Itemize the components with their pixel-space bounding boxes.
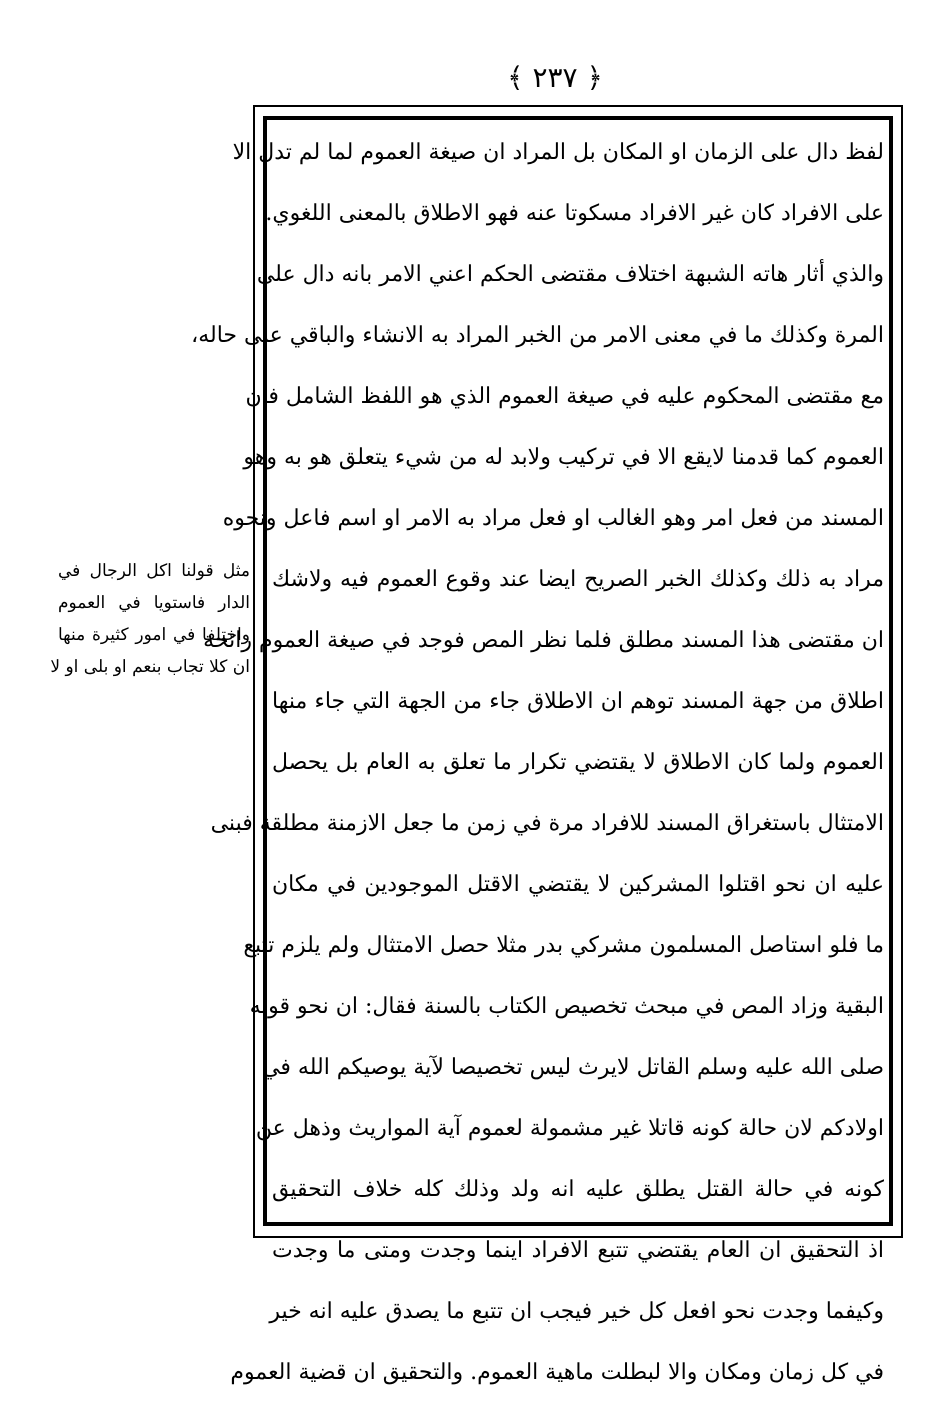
text-line: المسند من فعل امر وهو الغالب او فعل مراد به الامر او اسم فاعل ونحوه <box>222 506 884 531</box>
text-line: صلى الله عليه وسلم القاتل لايرث ليس تخصيصا لآية يوصيكم الله في <box>262 1055 884 1080</box>
text-line: كونه في حالة القتل يطلق عليه انه ولد وذلك كله خلاف التحقيق <box>272 1177 884 1202</box>
text-line: اطلاق من جهة المسند توهم ان الاطلاق جاء من الجهة التي جاء منها <box>272 689 884 714</box>
text-line: عليه ان نحو اقتلوا المشركين لا يقتضي الاقتل الموجودين في مكان <box>272 872 884 897</box>
page-number: ﴿ ٢٣٧ ﴾ <box>507 61 603 94</box>
footnote-line: واختلفا في امور كثيرة منها <box>58 625 250 645</box>
text-line: العموم ولما كان الاطلاق لا يقتضي تكرار ما تعلق به العام بل يحصل <box>272 750 884 775</box>
text-line: ما فلو استاصل المسلمون مشركي بدر مثلا حصل الامتثال ولم يلزم تتبع <box>243 933 884 958</box>
text-line: اولادكم لان حالة كونه قاتلا غير مشمولة لعموم آية المواريث وذهل عن <box>255 1116 884 1141</box>
text-line: مراد به ذلك وكذلك الخبر الصريح ايضا عند وقوع العموم فيه ولاشك <box>272 567 884 592</box>
text-line: في كل زمان ومكان والا لبطلت ماهية العموم. والتحقيق ان قضية العموم <box>230 1360 884 1385</box>
footnote-line: ان كلا تجاب بنعم او بلى او لا <box>50 657 250 677</box>
text-line: العموم كما قدمنا لايقع الا في تركيب ولابد له من شيء يتعلق هو به وهو <box>243 445 884 470</box>
margin-footnote <box>50 555 250 705</box>
text-line: وكيفما وجدت نحو افعل كل خير فيجب ان تتبع ما يصدق عليه انه خير <box>269 1299 884 1324</box>
text-line: الامتثال باستغراق المسند للافراد مرة في زمن ما جعل الازمنة مطلقة فبنى <box>210 811 884 836</box>
footnote-line: الدار فاستويا في العموم <box>58 593 250 613</box>
text-line: اذ التحقيق ان العام يقتضي تتبع الافراد اينما وجدت ومتى ما وجدت <box>272 1238 884 1263</box>
text-line: ان مقتضى هذا المسند مطلق فلما نظر المص فوجد في صيغة العموم رائحة <box>203 628 884 653</box>
footnote-line: مثل قولنا اكل الرجال في <box>58 561 250 581</box>
text-line: والذي أثار هاته الشبهة اختلاف مقتضى الحكم اعني الامر بانه دال على <box>256 262 884 287</box>
text-line: المرة وكذلك ما في معنى الامر من الخبر المراد به الانشاء والباقي على حاله، <box>191 323 884 348</box>
main-text-block <box>191 122 884 1385</box>
text-line: البقية وزاد المص في مبحث تخصيص الكتاب بالسنة فقال: ان نحو قوله <box>249 994 884 1019</box>
text-line: مع مقتضى المحكوم عليه في صيغة العموم الذي هو اللفظ الشامل فان <box>245 384 884 409</box>
text-line: على الافراد كان غير الافراد مسكوتا عنه فهو الاطلاق بالمعنى اللغوي. <box>265 201 884 226</box>
text-line: لفظ دال على الزمان او المكان بل المراد ان صيغة العموم لما لم تدل الا <box>232 140 884 165</box>
